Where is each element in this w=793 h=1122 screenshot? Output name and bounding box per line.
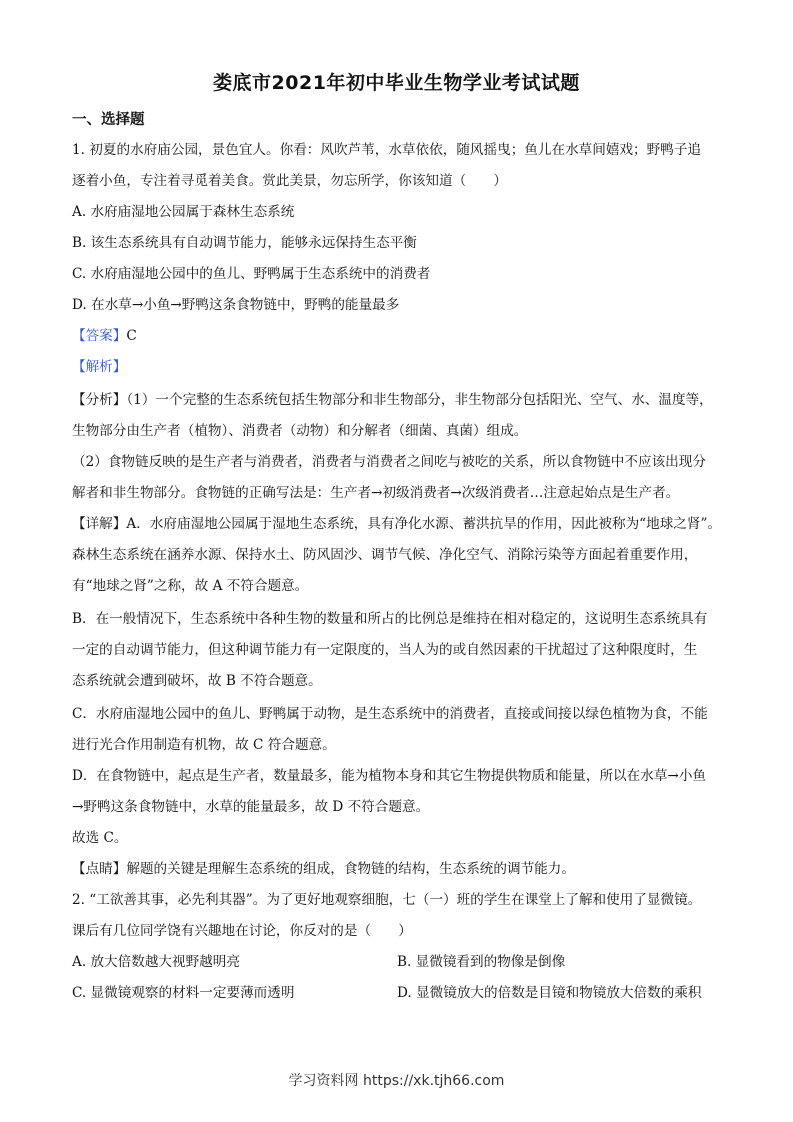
q2-option-d: D. 显微镜放大的倍数是目镜和物镜放大倍数的乘积: [397, 985, 702, 1001]
answer-tag: 【答案】: [72, 328, 127, 344]
q1-option-b: B. 该生态系统具有自动调节能力，能够永远保持生态平衡: [72, 235, 417, 251]
q1-fenxi-line3: （2）食物链反映的是生产者与消费者，消费者与消费者之间吃与被吃的关系，所以食物链中不应该出现分: [72, 454, 706, 470]
fenxi-tag: 【分析】: [72, 392, 127, 408]
q2-stem-line2: 课后有几位同学饶有兴趣地在讨论，你反对的是（ ）: [72, 923, 412, 939]
q1-option-d: D. 在水草→小鱼→野鸭这条食物链中，野鸭的能量最多: [72, 297, 400, 313]
q1-xiangjie-b3: 态系统就会遭到破坏，故 B 不符合题意。: [72, 673, 322, 689]
q1-xiangjie-c2: 进行光合作用制造有机物，故 C 符合题意。: [72, 737, 336, 753]
section-heading: 一、选择题: [72, 112, 145, 128]
q1-option-a: A. 水府庙湿地公园属于森林生态系统: [72, 204, 295, 220]
q1-fenxi-line2: 生物部分由生产者（植物）、消费者（动物）和分解者（细菌、真菌）组成。: [72, 423, 528, 439]
page-title: 娄底市2021年初中毕业生物学业考试试题: [213, 72, 580, 94]
q2-stem-line1: 2. “工欲善其事，必先利其器”。为了更好地观察细胞，七（一）班的学生在课堂上了解和使用了显微镜。: [72, 892, 702, 908]
q2-option-c: C. 显微镜观察的材料一定要薄而透明: [72, 985, 295, 1001]
q2-option-b: B. 显微镜看到的物像是倒像: [397, 954, 566, 970]
q1-xiangjie-b1: B．在一般情况下，生态系统中各种生物的数量和所占的比例总是维持在相对稳定的，这说明生态系统具有: [72, 611, 708, 627]
q1-answer: [72, 326, 137, 346]
dianjing-tag: 【点睛】: [72, 861, 127, 877]
q1-analysis-heading: [72, 357, 126, 377]
q1-xiangjie-d2: →野鸭这条食物链中，水草的能量最多，故 D 不符合题意。: [72, 799, 430, 815]
q1-xiangjie-d1: D．在食物链中，起点是生产者，数量最多，能为植物本身和其它生物提供物质和能量，所以在水草→小鱼: [72, 768, 707, 784]
page-footer: 学习资料网 https://xk.tjh66.com: [288, 1073, 505, 1089]
q1-xiangjie-a2: 森林生态系统在涵养水源、保持水土、防风固沙、调节气候、净化空气、消除污染等方面起着重要作用，: [72, 547, 698, 563]
q1-fenxi-line4: 解者和非生物部分。食物链的正确写法是：生产者→初级消费者→次级消费者…注意起始点是生产者。: [72, 485, 680, 501]
q1-xiangjie-a1: [72, 514, 721, 534]
xiangjie-tag: 【详解】: [72, 516, 127, 532]
q1-stem-line1: 1. 初夏的水府庙公园，景色宜人。你看：风吹芦苇，水草依依，随风摇曳；鱼儿在水草间嬉戏；野鸭子追: [72, 142, 702, 158]
q2-option-a: A. 放大倍数越大视野越明亮: [72, 954, 240, 970]
answer-value: C: [126, 328, 137, 344]
q1-option-c: C. 水府庙湿地公园中的鱼儿、野鸭属于生态系统中的消费者: [72, 266, 431, 282]
q1-conclusion: 故选 C。: [72, 830, 128, 846]
q1-xiangjie-a3: 有“地球之肾”之称，故 A 不符合题意。: [72, 578, 309, 594]
q1-fenxi-line1: [72, 390, 713, 410]
fenxi-text-1: （1）一个完整的生态系统包括生物部分和非生物部分，非生物部分包括阳光、空气、水、温度等，: [126, 392, 713, 408]
q1-xiangjie-c1: C．水府庙湿地公园中的鱼儿、野鸭属于动物，是生态系统中的消费者，直接或间接以绿色植物为食，不能: [72, 706, 708, 722]
q1-stem-line2: 逐着小鱼，专注着寻觅着美食。赏此美景，勿忘所学，你该知道（ ）: [72, 173, 507, 189]
analysis-tag: 【解析】: [72, 359, 127, 375]
dianjing-text: 解题的关键是理解生态系统的组成，食物链的结构，生态系统的调节能力。: [126, 861, 575, 877]
q1-xiangjie-b2: 一定的自动调节能力，但这种调节能力有一定限度的，当人为的或自然因素的干扰超过了这种限度时，生: [72, 642, 698, 658]
q1-dianjing: [72, 859, 575, 879]
xiangjie-text-a1: A．水府庙湿地公园属于湿地生态系统，具有净化水源、蓄洪抗旱的作用，因此被称为“地球之肾”。: [126, 516, 722, 532]
